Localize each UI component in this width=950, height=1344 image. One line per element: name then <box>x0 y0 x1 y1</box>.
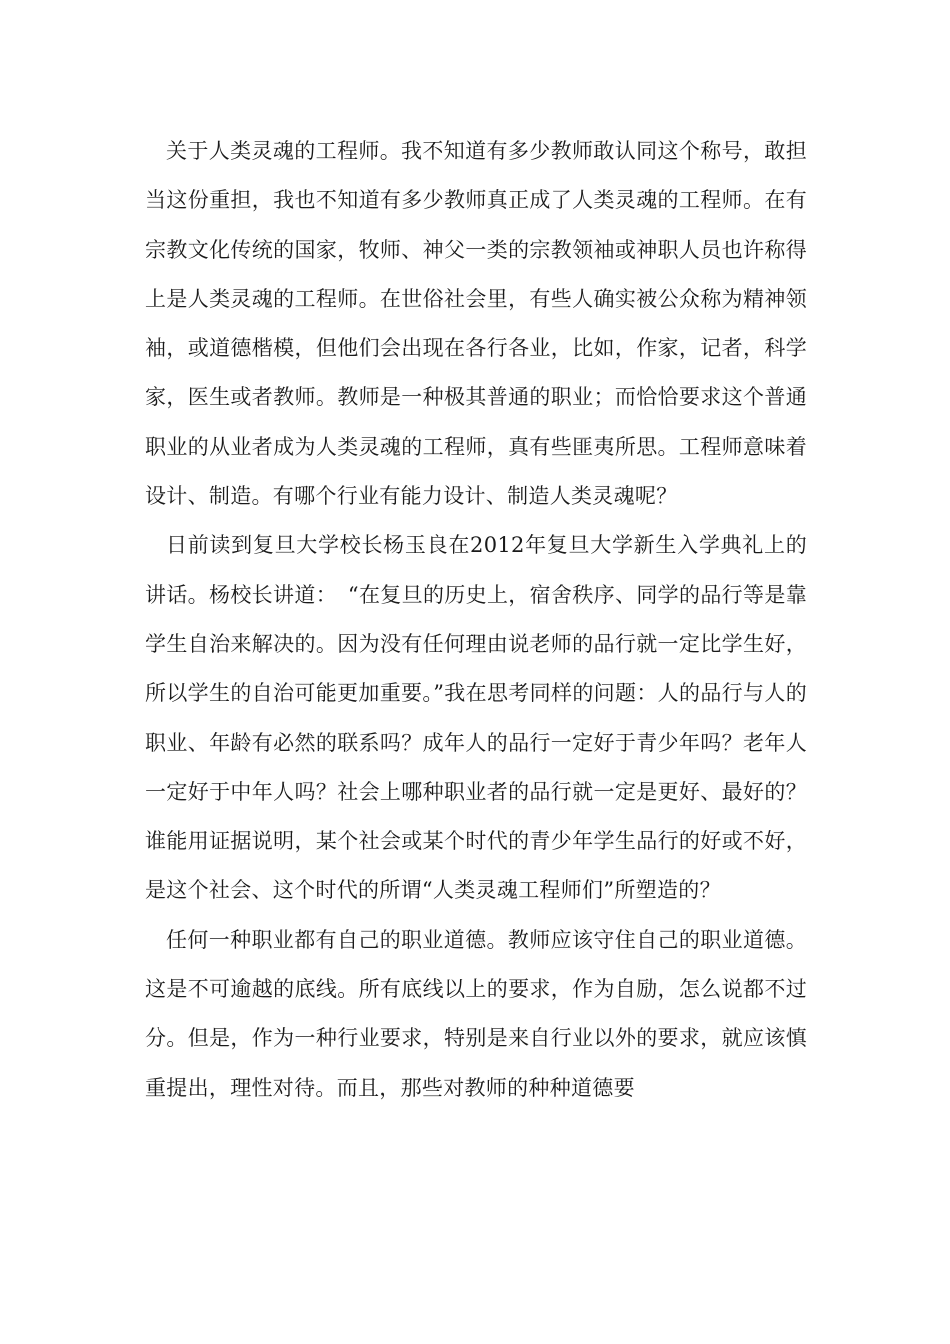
paragraph-2: 日前读到复旦大学校长杨玉良在2012年复旦大学新生入学典礼上的讲话。杨校长讲道： “在复旦的历史上，宿舍秩序、同学的品行等是靠学生自治来解决的。因为没有任何理由说老师的品行就一定比学生好，所以学生的自治可能更加重要。”我在思考同样的问题：人的品行与人的职业、年龄有必然的联系吗？成年人的品行一定好于青少年吗？老年人一定好于中年人吗？社会上哪种职业者的品行就一定是更好、最好的？谁能用证据说明，某个社会或某个时代的青少年学生品行的好或不好，是这个社会、这个时代的所谓“人类灵魂工程师们”所塑造的？ <box>145 533 807 903</box>
document-body <box>145 127 807 1113</box>
paragraph-1: 关于人类灵魂的工程师。我不知道有多少教师敢认同这个称号，敢担当这份重担，我也不知道有多少教师真正成了人类灵魂的工程师。在有宗教文化传统的国家，牧师、神父一类的宗教领袖或神职人员也许称得上是人类灵魂的工程师。在世俗社会里，有些人确实被公众称为精神领袖，或道德楷模，但他们会出现在各行各业，比如，作家，记者，科学家，医生或者教师。教师是一种极其普通的职业；而恰恰要求这个普通职业的从业者成为人类灵魂的工程师，真有些匪夷所思。工程师意味着设计、制造。有哪个行业有能力设计、制造人类灵魂呢？ <box>145 139 807 509</box>
paragraph-3: 任何一种职业都有自己的职业道德。教师应该守住自己的职业道德。这是不可逾越的底线。所有底线以上的要求，作为自励，怎么说都不过分。但是，作为一种行业要求，特别是来自行业以外的要求，就应该慎重提出，理性对待。而且，那些对教师的种种道德要 <box>145 927 807 1100</box>
